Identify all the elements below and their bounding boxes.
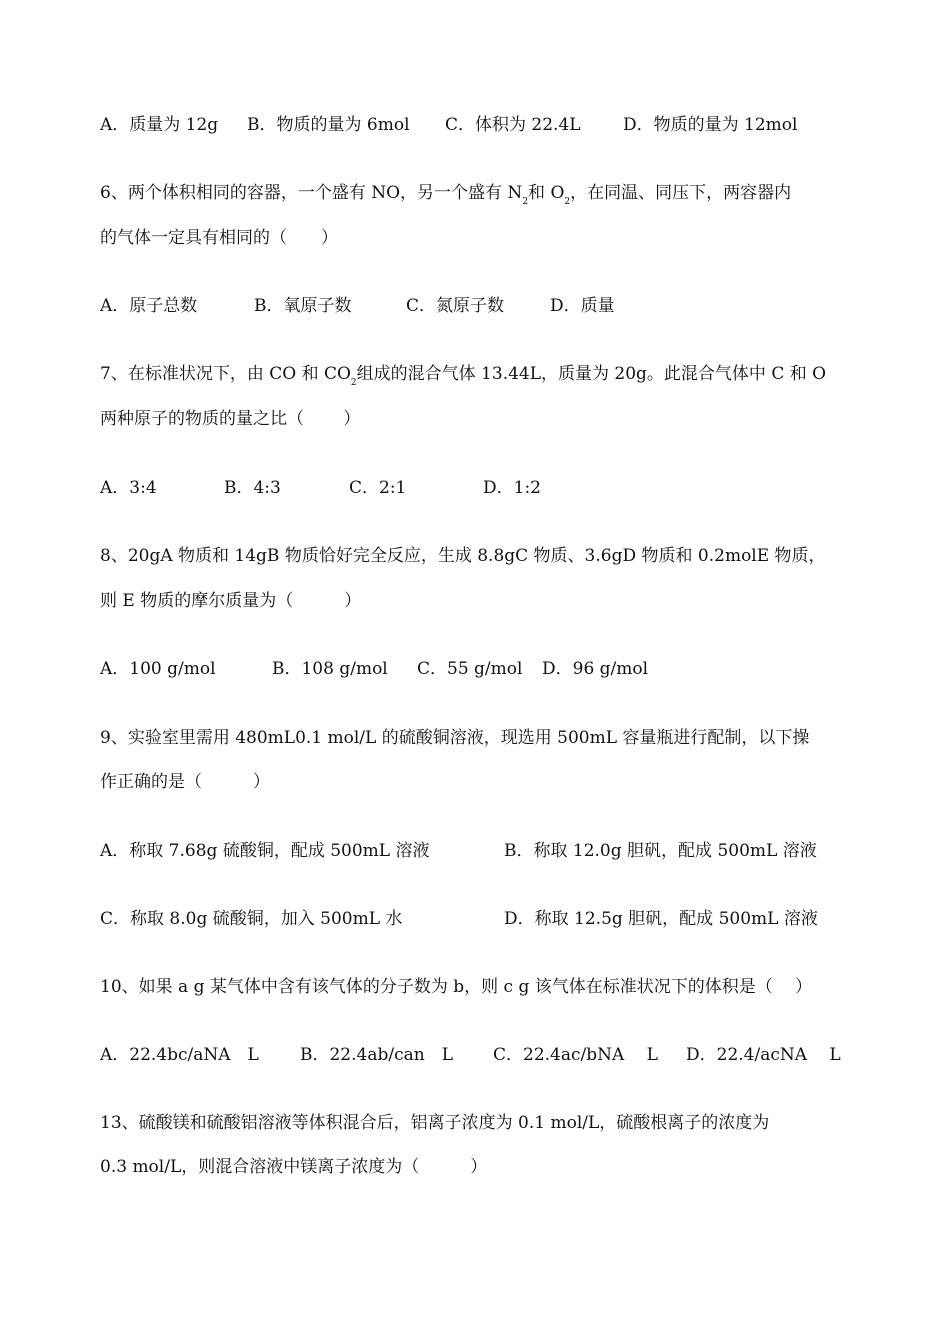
q10-stem-line1: 10、如果 a g 某气体中含有该气体的分子数为 b，则 c g 该气体在标准状况下的体积是（ ） bbox=[100, 977, 813, 997]
q10-option-d: D．22.4/acNA L bbox=[686, 1045, 841, 1065]
q6-option-c: C．氮原子数 bbox=[406, 296, 505, 316]
q6-stem-line2: 的气体一定具有相同的（ ） bbox=[100, 228, 338, 248]
q8-option-b: B．108 g/mol bbox=[272, 659, 388, 679]
q5-option-a: A．质量为 12g bbox=[100, 115, 219, 135]
q10-option-b: B．22.4ab/can L bbox=[300, 1045, 453, 1065]
q6-stem-line1: 6、两个体积相同的容器，一个盛有 NO，另一个盛有 $N_2$和 $O_2$，在同温、同压下，两容器内 bbox=[100, 183, 792, 207]
q6-option-b: B．氧原子数 bbox=[254, 296, 352, 316]
q13-stem-line1: 13、硫酸镁和硫酸铝溶液等体积混合后，铝离子浓度为 0.1 mol/L，硫酸根离子的浓度为 bbox=[100, 1113, 770, 1133]
subscript: 2 bbox=[522, 197, 529, 207]
q8-option-d: D．96 g/mol bbox=[542, 659, 649, 679]
q9-stem-line1: 9、实验室里需用 480mL0.1 mol/L 的硫酸铜溶液，现选用 500mL 容量瓶进行配制，以下操 bbox=[100, 728, 810, 748]
q7-option-c: C．2:1 bbox=[349, 478, 407, 498]
q5-option-c: C．体积为 22.4L bbox=[445, 115, 581, 135]
q7-stem-line2: 两种原子的物质的量之比（ ） bbox=[100, 409, 361, 429]
q7-option-b: B．4:3 bbox=[224, 478, 281, 498]
q6-option-d: D．质量 bbox=[550, 296, 615, 316]
q9-option-c: C．称取 8.0g 硫酸铜，加入 500mL 水 bbox=[100, 909, 403, 929]
q10-option-a: A．22.4bc/aNA L bbox=[100, 1045, 259, 1065]
q7-stem-line1: 7、在标准状况下，由 CO 和 $CO_2$组成的混合气体 13.44L，质量为 20g。此混合气体中 C 和 O bbox=[100, 364, 827, 388]
q9-option-b: B．称取 12.0g 胆矾，配成 500mL 溶液 bbox=[504, 841, 817, 861]
q8-option-c: C．55 g/mol bbox=[417, 659, 523, 679]
q8-stem-line1: 8、20gA 物质和 14gB 物质恰好完全反应，生成 8.8gC 物质、3.6gD 物质和 0.2molE 物质， bbox=[100, 546, 826, 566]
subscript: 2 bbox=[564, 197, 571, 207]
q5-option-d: D．物质的量为 12mol bbox=[623, 115, 798, 135]
subscript: 2 bbox=[350, 378, 357, 388]
q7-option-a: A．3:4 bbox=[100, 478, 157, 498]
q8-stem-line2: 则 E 物质的摩尔质量为（ ） bbox=[100, 591, 362, 611]
q8-option-a: A．100 g/mol bbox=[100, 659, 216, 679]
q9-option-d: D．称取 12.5g 胆矾，配成 500mL 溶液 bbox=[504, 909, 818, 929]
q13-stem-line2: 0.3 mol/L，则混合溶液中镁离子浓度为（ ） bbox=[100, 1157, 488, 1177]
q9-stem-line2: 作正确的是（ ） bbox=[100, 772, 270, 792]
q9-option-a: A．称取 7.68g 硫酸铜，配成 500mL 溶液 bbox=[100, 841, 430, 861]
q6-option-a: A．原子总数 bbox=[100, 296, 198, 316]
q5-option-b: B．物质的量为 6mol bbox=[247, 115, 410, 135]
q7-option-d: D．1:2 bbox=[483, 478, 541, 498]
q10-option-c: C．22.4ac/bNA L bbox=[493, 1045, 658, 1065]
